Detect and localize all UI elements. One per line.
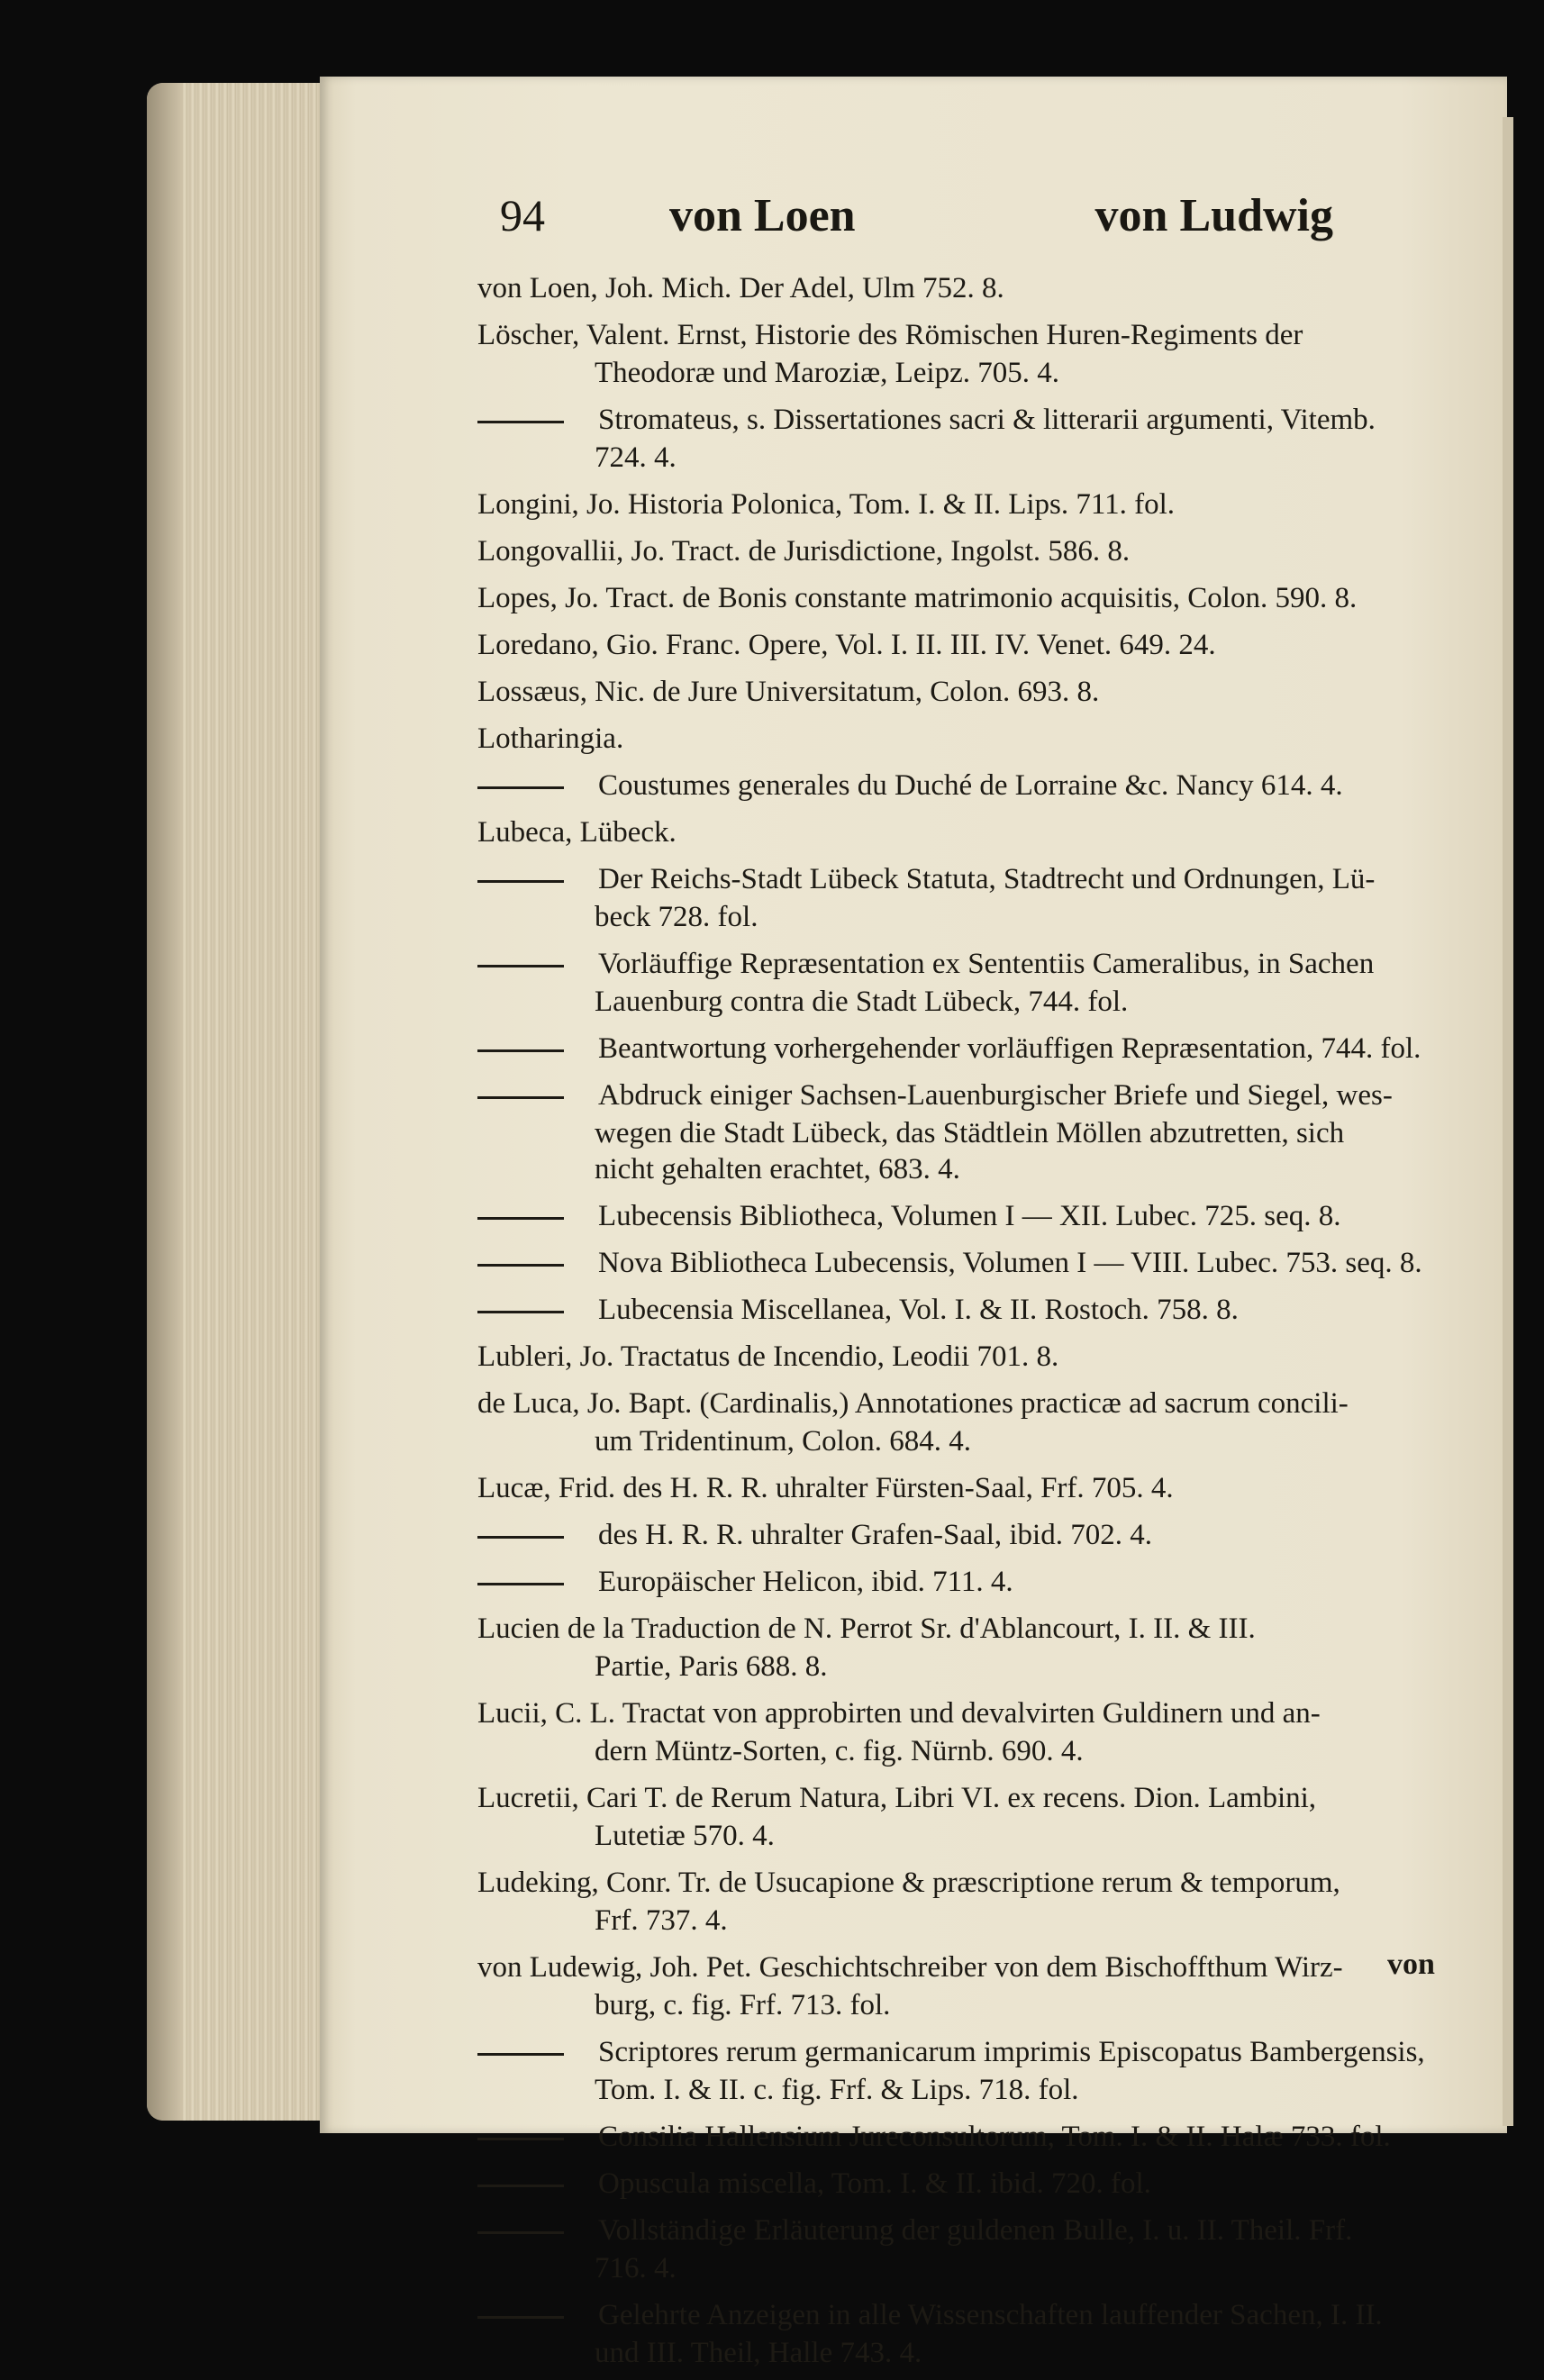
entry-line: Lubleri, Jo. Tractatus de Incendio, Leodii 701. 8. (477, 1340, 1059, 1373)
ditto-dash (477, 1217, 564, 1220)
bibliography-entry (477, 1290, 1468, 1330)
bibliography-entry (477, 485, 1468, 524)
entry-line: Lopes, Jo. Tract. de Bonis constante matrimonio acquisitis, Colon. 590. 8. (477, 582, 1358, 614)
entry-line: Nova Bibliotheca Lubecensis, Volumen I — VIII. Lubec. 753. seq. 8. (598, 1247, 1422, 1279)
entry-continuation-line: burg, c. fig. Frf. 713. fol. (595, 1989, 891, 2021)
entry-continuation-line: nicht gehalten erachtet, 683. 4. (595, 1153, 960, 1185)
bibliography-entry (477, 268, 1468, 308)
bibliography-entry (477, 672, 1468, 712)
ditto-dash (477, 2316, 564, 2319)
entry-continuation-line: und III. Theil, Halle 743. 4. (595, 2337, 922, 2369)
bibliography-entry (477, 1337, 1468, 1376)
ditto-dash (477, 2138, 564, 2140)
bibliography-entry (477, 1029, 1468, 1068)
bibliography-entry (477, 944, 1468, 1020)
ditto-dash (477, 965, 564, 967)
bibliography-entry (477, 2117, 1468, 2157)
running-head-left: von Loen (669, 190, 856, 241)
entry-continuation-line: 716. 4. (595, 2252, 677, 2285)
ditto-dash (477, 786, 564, 789)
entry-line: Consilia Hallensium Jureconsultorum, Tom. I. & II. Halæ 733. fol. (598, 2121, 1391, 2153)
bibliography-entry (477, 2211, 1468, 2286)
entry-line: Europäischer Helicon, ibid. 711. 4. (598, 1566, 1013, 1598)
bibliography-entry (477, 1196, 1468, 1236)
entry-line: Scriptores rerum germanicarum imprimis Episcopatus Bambergensis, (598, 2036, 1425, 2068)
bibliography-entry (477, 578, 1468, 618)
entry-continuation-line: Frf. 737. 4. (595, 1904, 728, 1937)
entry-line: Gelehrte Anzeigen in alle Wissenschaften lauffender Sachen, I. II. (598, 2299, 1383, 2331)
ditto-dash (477, 1536, 564, 1539)
entry-line: Löscher, Valent. Ernst, Historie des Römischen Huren-Regiments der (477, 319, 1303, 351)
running-head-right: von Ludwig (1094, 190, 1333, 241)
entry-line: Loredano, Gio. Franc. Opere, Vol. I. II. III. IV. Venet. 649. 24. (477, 629, 1216, 661)
ditto-dash (477, 1096, 564, 1099)
bibliography-entry (477, 531, 1468, 571)
bibliography-entry (477, 719, 1468, 759)
entry-line: Abdruck einiger Sachsen-Lauenburgischer Briefe und Siegel, wes- (598, 1079, 1393, 1112)
entry-line: Lucien de la Traduction de N. Perrot Sr. d'Ablancourt, I. II. & III. (477, 1612, 1256, 1645)
entry-line: Coustumes generales du Duché de Lorraine &c. Nancy 614. 4. (598, 769, 1343, 802)
page-number: 94 (500, 190, 545, 241)
entry-line: Stromateus, s. Dissertationes sacri & litterarii argumenti, Vitemb. (598, 404, 1376, 436)
bibliography-entry (477, 625, 1468, 665)
entry-line: Ludeking, Conr. Tr. de Usucapione & præscriptione rerum & temporum, (477, 1867, 1340, 1899)
ditto-dash (477, 2231, 564, 2234)
entry-line: Longovallii, Jo. Tract. de Jurisdictione, Ingolst. 586. 8. (477, 535, 1131, 568)
entry-line: von Ludewig, Joh. Pet. Geschichtschreiber von dem Bischoffthum Wirz- (477, 1951, 1343, 1984)
entry-continuation-line: Theodoræ und Maroziæ, Leipz. 705. 4. (595, 357, 1059, 389)
entry-line: Lubecensia Miscellanea, Vol. I. & II. Rostoch. 758. 8. (598, 1294, 1239, 1326)
bibliography-entry (477, 315, 1468, 391)
entry-line: Opuscula miscella, Tom. I. & II. ibid. 720. fol. (598, 2167, 1151, 2200)
entry-continuation-line: beck 728. fol. (595, 901, 758, 933)
bibliography-entry (477, 1778, 1468, 1854)
bibliography-entry (477, 859, 1468, 935)
entry-continuation-line: wegen die Stadt Lübeck, das Städtlein Möllen abzutretten, sich (595, 1117, 1345, 1149)
entry-continuation-line: Lauenburg contra die Stadt Lübeck, 744. fol. (595, 986, 1129, 1018)
entry-continuation-line: 724. 4. (595, 441, 677, 474)
catchword: von (1387, 1948, 1435, 1981)
book-spine-shadow (147, 83, 183, 2121)
entry-line: Lubeca, Lübeck. (477, 816, 677, 849)
bibliography-entry (477, 2295, 1468, 2371)
bibliography-entry (477, 1562, 1468, 1602)
entry-line: des H. R. R. uhralter Grafen-Saal, ibid. 702. 4. (598, 1519, 1152, 1551)
ditto-dash (477, 1311, 564, 1313)
entry-continuation-line: um Tridentinum, Colon. 684. 4. (595, 1425, 972, 1458)
ditto-dash (477, 1264, 564, 1267)
ditto-dash (477, 421, 564, 423)
entry-line: von Loen, Joh. Mich. Der Adel, Ulm 752. 8. (477, 272, 1004, 304)
bibliography-entry (477, 1948, 1468, 2023)
entry-line: Lubecensis Bibliotheca, Volumen I — XII. Lubec. 725. seq. 8. (598, 1200, 1341, 1232)
bibliography-entry (477, 400, 1468, 476)
bibliography-entry (477, 1384, 1468, 1459)
bibliography-entry (477, 1515, 1468, 1555)
bibliography-entry (477, 2032, 1468, 2108)
entry-continuation-line: Lutetiæ 570. 4. (595, 1820, 775, 1852)
bibliography-entries (477, 268, 1468, 2380)
bibliography-entry (477, 766, 1468, 805)
entry-line: Lucæ, Frid. des H. R. R. uhralter Fürsten-Saal, Frf. 705. 4. (477, 1472, 1174, 1504)
ditto-dash (477, 2185, 564, 2187)
bibliography-entry (477, 1609, 1468, 1685)
entry-line: Longini, Jo. Historia Polonica, Tom. I. & II. Lips. 711. fol. (477, 488, 1176, 521)
entry-continuation-line: Partie, Paris 688. 8. (595, 1650, 828, 1683)
running-header (500, 189, 1333, 243)
bibliography-entry (477, 1243, 1468, 1283)
entry-line: de Luca, Jo. Bapt. (Cardinalis,) Annotationes practicæ ad sacrum concili- (477, 1387, 1349, 1420)
ditto-dash (477, 1049, 564, 1052)
bibliography-entry (477, 1694, 1468, 1769)
bibliography-entry (477, 2164, 1468, 2203)
entry-line: Vollständige Erläuterung der guldenen Bulle, I. u. II. Theil. Frf. (598, 2214, 1353, 2247)
ditto-dash (477, 2053, 564, 2056)
entry-line: Beantwortung vorhergehender vorläuffigen Repræsentation, 744. fol. (598, 1032, 1421, 1065)
entry-continuation-line: Tom. I. & II. c. fig. Frf. & Lips. 718. fol. (595, 2074, 1079, 2106)
entry-line: Lucii, C. L. Tractat von approbirten und devalvirten Guldinern und an- (477, 1697, 1321, 1730)
bibliography-entry (477, 1076, 1468, 1187)
ditto-dash (477, 1583, 564, 1585)
bibliography-entry (477, 1863, 1468, 1939)
entry-line: Lucretii, Cari T. de Rerum Natura, Libri VI. ex recens. Dion. Lambini, (477, 1782, 1317, 1814)
ditto-dash (477, 880, 564, 883)
entry-continuation-line: dern Müntz-Sorten, c. fig. Nürnb. 690. 4. (595, 1735, 1084, 1767)
entry-line: Der Reichs-Stadt Lübeck Statuta, Stadtrecht und Ordnungen, Lü- (598, 863, 1376, 895)
entry-line: Lotharingia. (477, 722, 624, 755)
entry-line: Vorläuffige Repræsentation ex Sententiis Cameralibus, in Sachen (598, 948, 1375, 980)
facing-page-edge (1503, 117, 1513, 2126)
bibliography-entry (477, 1468, 1468, 1508)
entry-line: Lossæus, Nic. de Jure Universitatum, Colon. 693. 8. (477, 676, 1100, 708)
bibliography-entry (477, 813, 1468, 852)
